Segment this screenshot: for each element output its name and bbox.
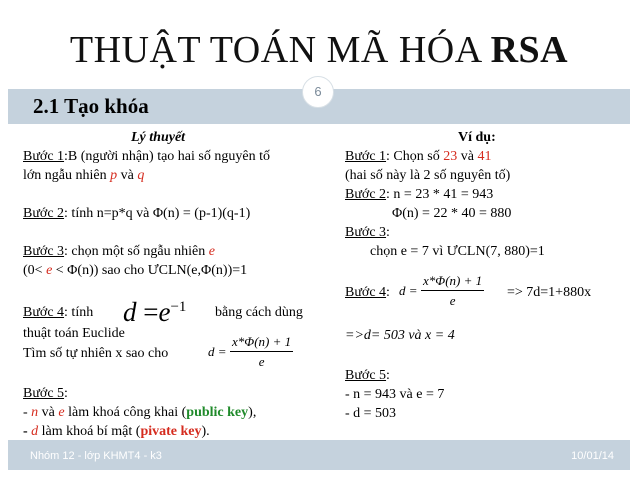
theory-step2 [23,204,250,223]
step-label: Bước 5 [345,368,387,383]
step-text: : tính [64,305,94,320]
step-text: làm khoá công khai ( [64,405,187,420]
step-text: : n = 23 * 41 = 943 [386,187,494,202]
example-header: Ví dụ: [458,130,496,145]
step-label: Bước 1 [23,149,65,164]
step-text: < Φ(n)) sao cho ƯCLN(e,Φ(n))=1 [52,263,248,278]
step-text: : tính n=p*q và Φ(n) = (p-1)(q-1) [64,206,251,221]
fraction [421,271,484,310]
example-step2-line1 [345,185,493,204]
frac-lhs: d = [399,283,418,298]
example-step4-result: => 7d=1+880x [507,285,592,300]
example-step5-bullet2: - d = 503 [345,406,397,421]
step-text: : [386,225,390,240]
var-e: e [58,405,65,420]
frac-num: x*Φ(n) + 1 [421,271,484,291]
var-e: e [46,263,53,278]
step-text: : [386,368,390,383]
step-label: Bước 2 [23,206,65,221]
theory-step3-line2 [23,261,247,280]
theory-step5-bullet2 [23,422,210,441]
example-step5-bullet1: - n = 943 và e = 7 [345,387,445,402]
theory-header: Lý thuyết [131,130,186,145]
step-text: ). [201,424,210,439]
var-n: n [31,405,39,420]
step-text: : Chọn số [386,149,444,164]
theory-formula-fraction [208,332,293,371]
theory-step5-bullet1 [23,403,256,422]
footer-left: Nhóm 12 - lớp KHMT4 - k3 [30,450,162,462]
footer-bar [8,440,630,470]
step-text: và [457,149,478,164]
frac-den: e [449,293,456,308]
theory-step1-line2 [23,166,144,185]
formula-d-inverse [123,292,186,327]
var-d: d [31,424,39,439]
bullet-dash: - [23,405,28,420]
value-p: 23 [443,149,458,164]
bullet-dash: - [23,424,28,439]
example-step3-line1 [345,223,390,242]
title-text: THUẬT TOÁN MÃ HÓA [69,29,491,71]
content-area [8,124,630,440]
value-q: 41 [477,149,492,164]
step-text: : [386,285,390,300]
section-heading: 2.1 Tạo khóa [33,94,149,118]
slide-number: 6 [302,76,334,108]
step-text: : chọn một số ngẫu nhiên [64,244,209,259]
public-key-label: public key [186,405,249,420]
step-label: Bước 4 [23,305,65,320]
example-step4-line1 [345,283,390,302]
step-label: Bước 3 [23,244,65,259]
theory-step3-line1 [23,242,215,261]
example-step2-line2: Φ(n) = 22 * 40 = 880 [392,206,512,221]
formula-e: e [158,297,171,327]
step-label: Bước 3 [345,225,387,240]
step-label: Bước 4 [345,285,387,300]
footer-date: 10/01/14 [571,450,614,462]
step-label: Bước 5 [23,386,65,401]
step-label: Bước 1 [345,149,387,164]
step-text: ), [248,405,257,420]
step-text: lớn ngẫu nhiên [23,168,111,183]
step-text: : [64,386,68,401]
frac-lhs: d = [208,344,227,359]
example-step1-line2: (hai số này là 2 số nguyên tố) [345,168,511,183]
theory-step4-tail: bằng cách dùng [215,305,303,320]
example-formula-fraction [399,271,484,310]
theory-step4-line2: thuật toán Euclide [23,326,125,341]
step-text: và [38,405,59,420]
formula-exp: −1 [170,299,187,315]
example-step5-line1 [345,366,390,385]
theory-step1-line1 [23,147,270,166]
step-text: (0< [23,263,47,278]
step-text: và [117,168,138,183]
example-step4-line2: =>d= 503 và x = 4 [345,328,455,343]
step-text: làm khoá bí mật ( [38,424,141,439]
fraction [230,332,293,371]
theory-step5-line1 [23,384,68,403]
example-step1-line1 [345,147,491,166]
example-step3-line2: chọn e = 7 vì ƯCLN(7, 880)=1 [370,244,545,259]
frac-den: e [258,354,265,369]
var-q: q [137,168,145,183]
step-label: Bước 2 [345,187,387,202]
formula-eq: = [143,297,159,327]
formula-d: d [123,297,137,327]
var-p: p [110,168,118,183]
frac-num: x*Φ(n) + 1 [230,332,293,352]
title-bold: RSA [490,29,569,71]
private-key-label: pivate key [140,424,202,439]
step-text: :B (người nhận) tạo hai số nguyên tố [64,149,270,164]
slide-title [0,28,638,72]
var-e: e [208,244,215,259]
theory-step4-line1 [23,303,93,322]
theory-step4-line3: Tìm số tự nhiên x sao cho [23,346,169,361]
